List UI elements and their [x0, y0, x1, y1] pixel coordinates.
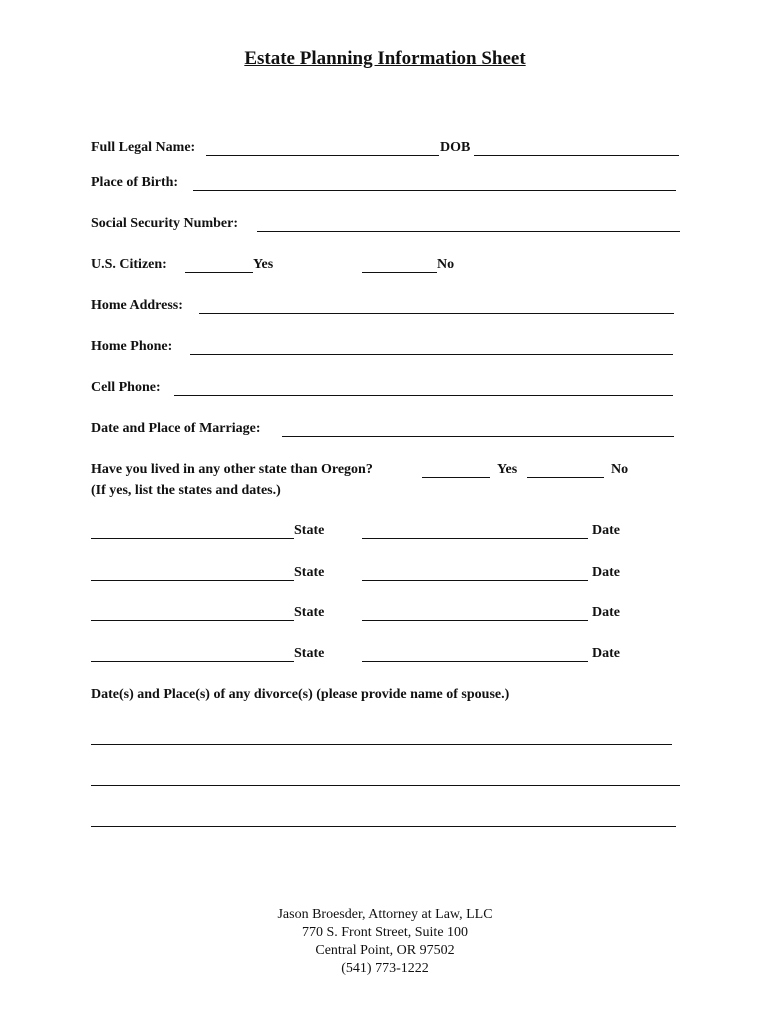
full-legal-name-field[interactable] [206, 140, 439, 156]
ssn-label: Social Security Number: [91, 216, 238, 231]
us-citizen-row [91, 257, 680, 277]
full-name-row [91, 140, 680, 160]
ssn-field[interactable] [257, 216, 680, 232]
full-legal-name-label: Full Legal Name: [91, 140, 196, 155]
page-title: Estate Planning Information Sheet [244, 48, 526, 69]
us-citizen-label: U.S. Citizen: [91, 257, 167, 272]
cell-phone-field[interactable] [174, 380, 673, 396]
other-state-no-label: No [611, 462, 629, 477]
other-state-note: (If yes, list the states and dates.) [91, 483, 281, 498]
footer-firm-name: Jason Broesder, Attorney at Law, LLC [277, 907, 493, 922]
divorce-line-row [91, 729, 680, 749]
home-phone-row [91, 339, 680, 359]
us-citizen-no-field[interactable] [362, 257, 437, 273]
cell-phone-label: Cell Phone: [91, 380, 161, 395]
cell-phone-row [91, 380, 680, 400]
state-date-row [91, 605, 680, 625]
other-state-question: Have you lived in any other state than Oregon? [91, 462, 373, 477]
date-field[interactable] [362, 523, 588, 539]
footer-city: Central Point, OR 97502 [315, 943, 455, 958]
marriage-row [91, 421, 680, 441]
us-citizen-yes-label: Yes [253, 257, 274, 272]
us-citizen-no-label: No [437, 257, 455, 272]
state-field[interactable] [91, 605, 294, 621]
divorce-line-row [91, 770, 680, 790]
date-label: Date [592, 565, 620, 580]
date-label: Date [592, 646, 620, 661]
other-state-no-field[interactable] [527, 462, 604, 478]
ssn-row [91, 216, 680, 236]
marriage-field[interactable] [282, 421, 674, 437]
other-state-row [91, 462, 680, 482]
divorce-row [91, 687, 680, 707]
divorce-field[interactable] [91, 729, 672, 745]
other-state-yes-field[interactable] [422, 462, 490, 478]
home-phone-field[interactable] [190, 339, 673, 355]
date-label: Date [592, 523, 620, 538]
home-address-field[interactable] [199, 298, 674, 314]
footer-address [0, 906, 770, 978]
state-label: State [294, 565, 325, 580]
state-field[interactable] [91, 565, 294, 581]
place-of-birth-field[interactable] [193, 175, 676, 191]
state-label: State [294, 605, 325, 620]
footer-phone: (541) 773-1222 [341, 961, 429, 976]
home-phone-label: Home Phone: [91, 339, 173, 354]
home-address-row [91, 298, 680, 318]
divorce-label: Date(s) and Place(s) of any divorce(s) (please provide name of spouse.) [91, 687, 510, 702]
dob-field[interactable] [474, 140, 679, 156]
dob-label: DOB [440, 140, 471, 155]
date-label: Date [592, 605, 620, 620]
state-field[interactable] [91, 646, 294, 662]
other-state-note-row [91, 483, 680, 503]
state-date-row [91, 646, 680, 666]
date-field[interactable] [362, 605, 588, 621]
us-citizen-yes-field[interactable] [185, 257, 253, 273]
other-state-yes-label: Yes [497, 462, 518, 477]
state-label: State [294, 646, 325, 661]
state-field[interactable] [91, 523, 294, 539]
date-field[interactable] [362, 565, 588, 581]
state-date-row [91, 523, 680, 543]
place-of-birth-row [91, 175, 680, 195]
state-date-row [91, 565, 680, 585]
divorce-field[interactable] [91, 811, 676, 827]
state-label: State [294, 523, 325, 538]
place-of-birth-label: Place of Birth: [91, 175, 179, 190]
divorce-field[interactable] [91, 770, 680, 786]
footer-street: 770 S. Front Street, Suite 100 [301, 925, 469, 940]
date-field[interactable] [362, 646, 588, 662]
marriage-label: Date and Place of Marriage: [91, 421, 261, 436]
home-address-label: Home Address: [91, 298, 183, 313]
divorce-line-row [91, 811, 680, 831]
